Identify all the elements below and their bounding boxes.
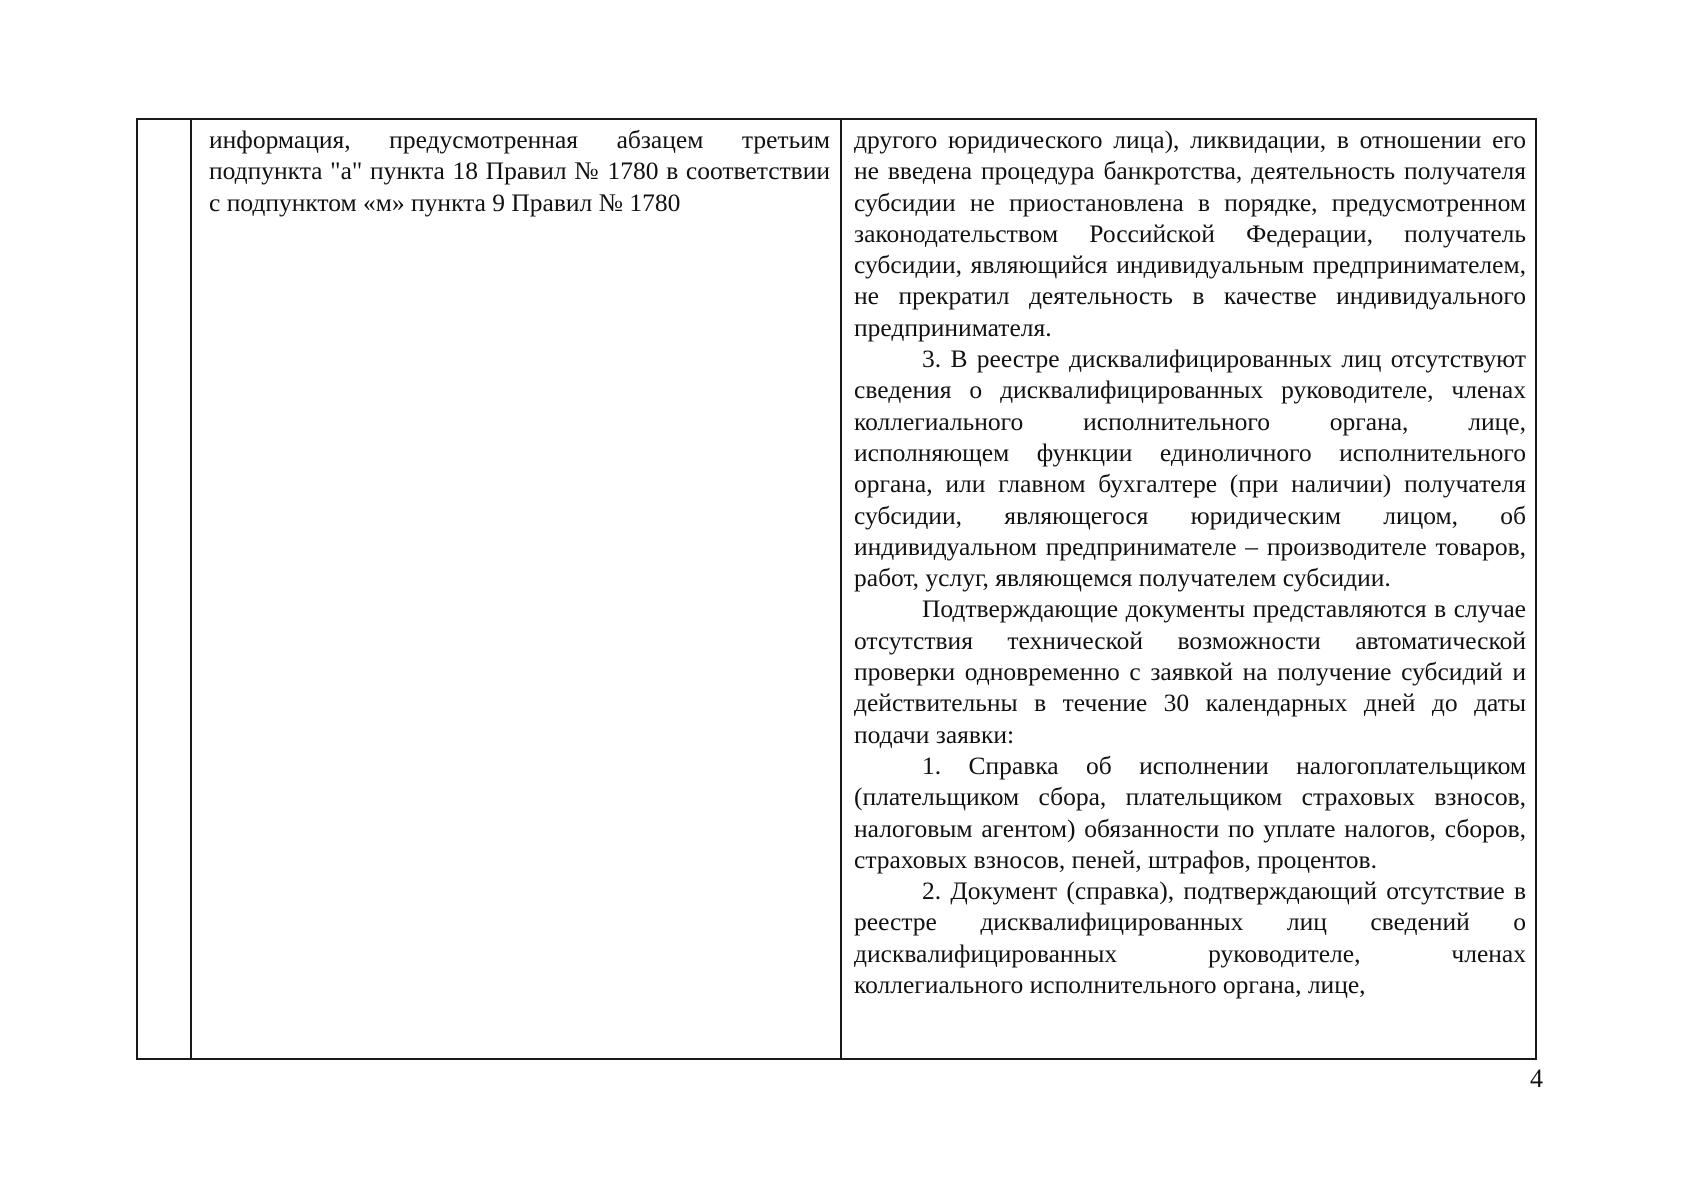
requirements-table [136,118,1537,1060]
row-number-cell [137,119,191,1059]
requirement-details-cell [841,119,1536,1059]
details-paragraph-supporting-documents: Подтверждающие документы представляются в случае отсутствия технической возможности автоматической проверки одновременно с заявкой на получение субсидий и действительны в течение 30 календарных дней до даты подачи заявки: [854,594,1526,749]
table-row [137,119,1536,1059]
details-paragraph-continuation: другого юридического лица), ликвидации, в отношении его не введена процедура банкротства, деятельность получателя субсидии не приостановлена в порядке, предусмотренном законодательством Российской Федерации, получатель субсидии, являющийся индивидуальным предпринимателем, не прекратил деятельность в качестве индивидуального предпринимателя. [854,125,1526,342]
requirement-description-cell [191,119,841,1059]
details-paragraph-tax-certificate: 1. Справка об исполнении налогоплательщиком (плательщиком сбора, плательщиком страховых взносов, налоговым агентом) обязанности по уплате налогов, сборов, страховых взносов, пеней, штрафов, процентов. [854,750,1526,874]
details-paragraph-disqualified-registry: 3. В реестре дисквалифицированных лиц отсутствуют сведения о дисквалифицированных руководителе, членах коллегиального исполнительного органа, лице, исполняющем функции единоличного исполнительного органа, или главном бухгалтере (при наличии) получателя субсидии, являющегося юридическим лицом, об индивидуальном предпринимателе – производителе товаров, работ, услуг, являющемся получателем субсидии. [854,344,1526,593]
page-number: 4 [1530,1064,1543,1093]
requirement-description-text: информация, предусмотренная абзацем третьим подпункта "а" пункта 18 Правил № 1780 в соответствии с подпунктом «м» пункта 9 Правил № 1780 [209,125,830,217]
details-paragraph-registry-certificate: 2. Документ (справка), подтверждающий отсутствие в реестре дисквалифицированных лиц сведений о дисквалифицированных руководителе, членах коллегиального исполнительного органа, лице, [854,876,1526,1000]
